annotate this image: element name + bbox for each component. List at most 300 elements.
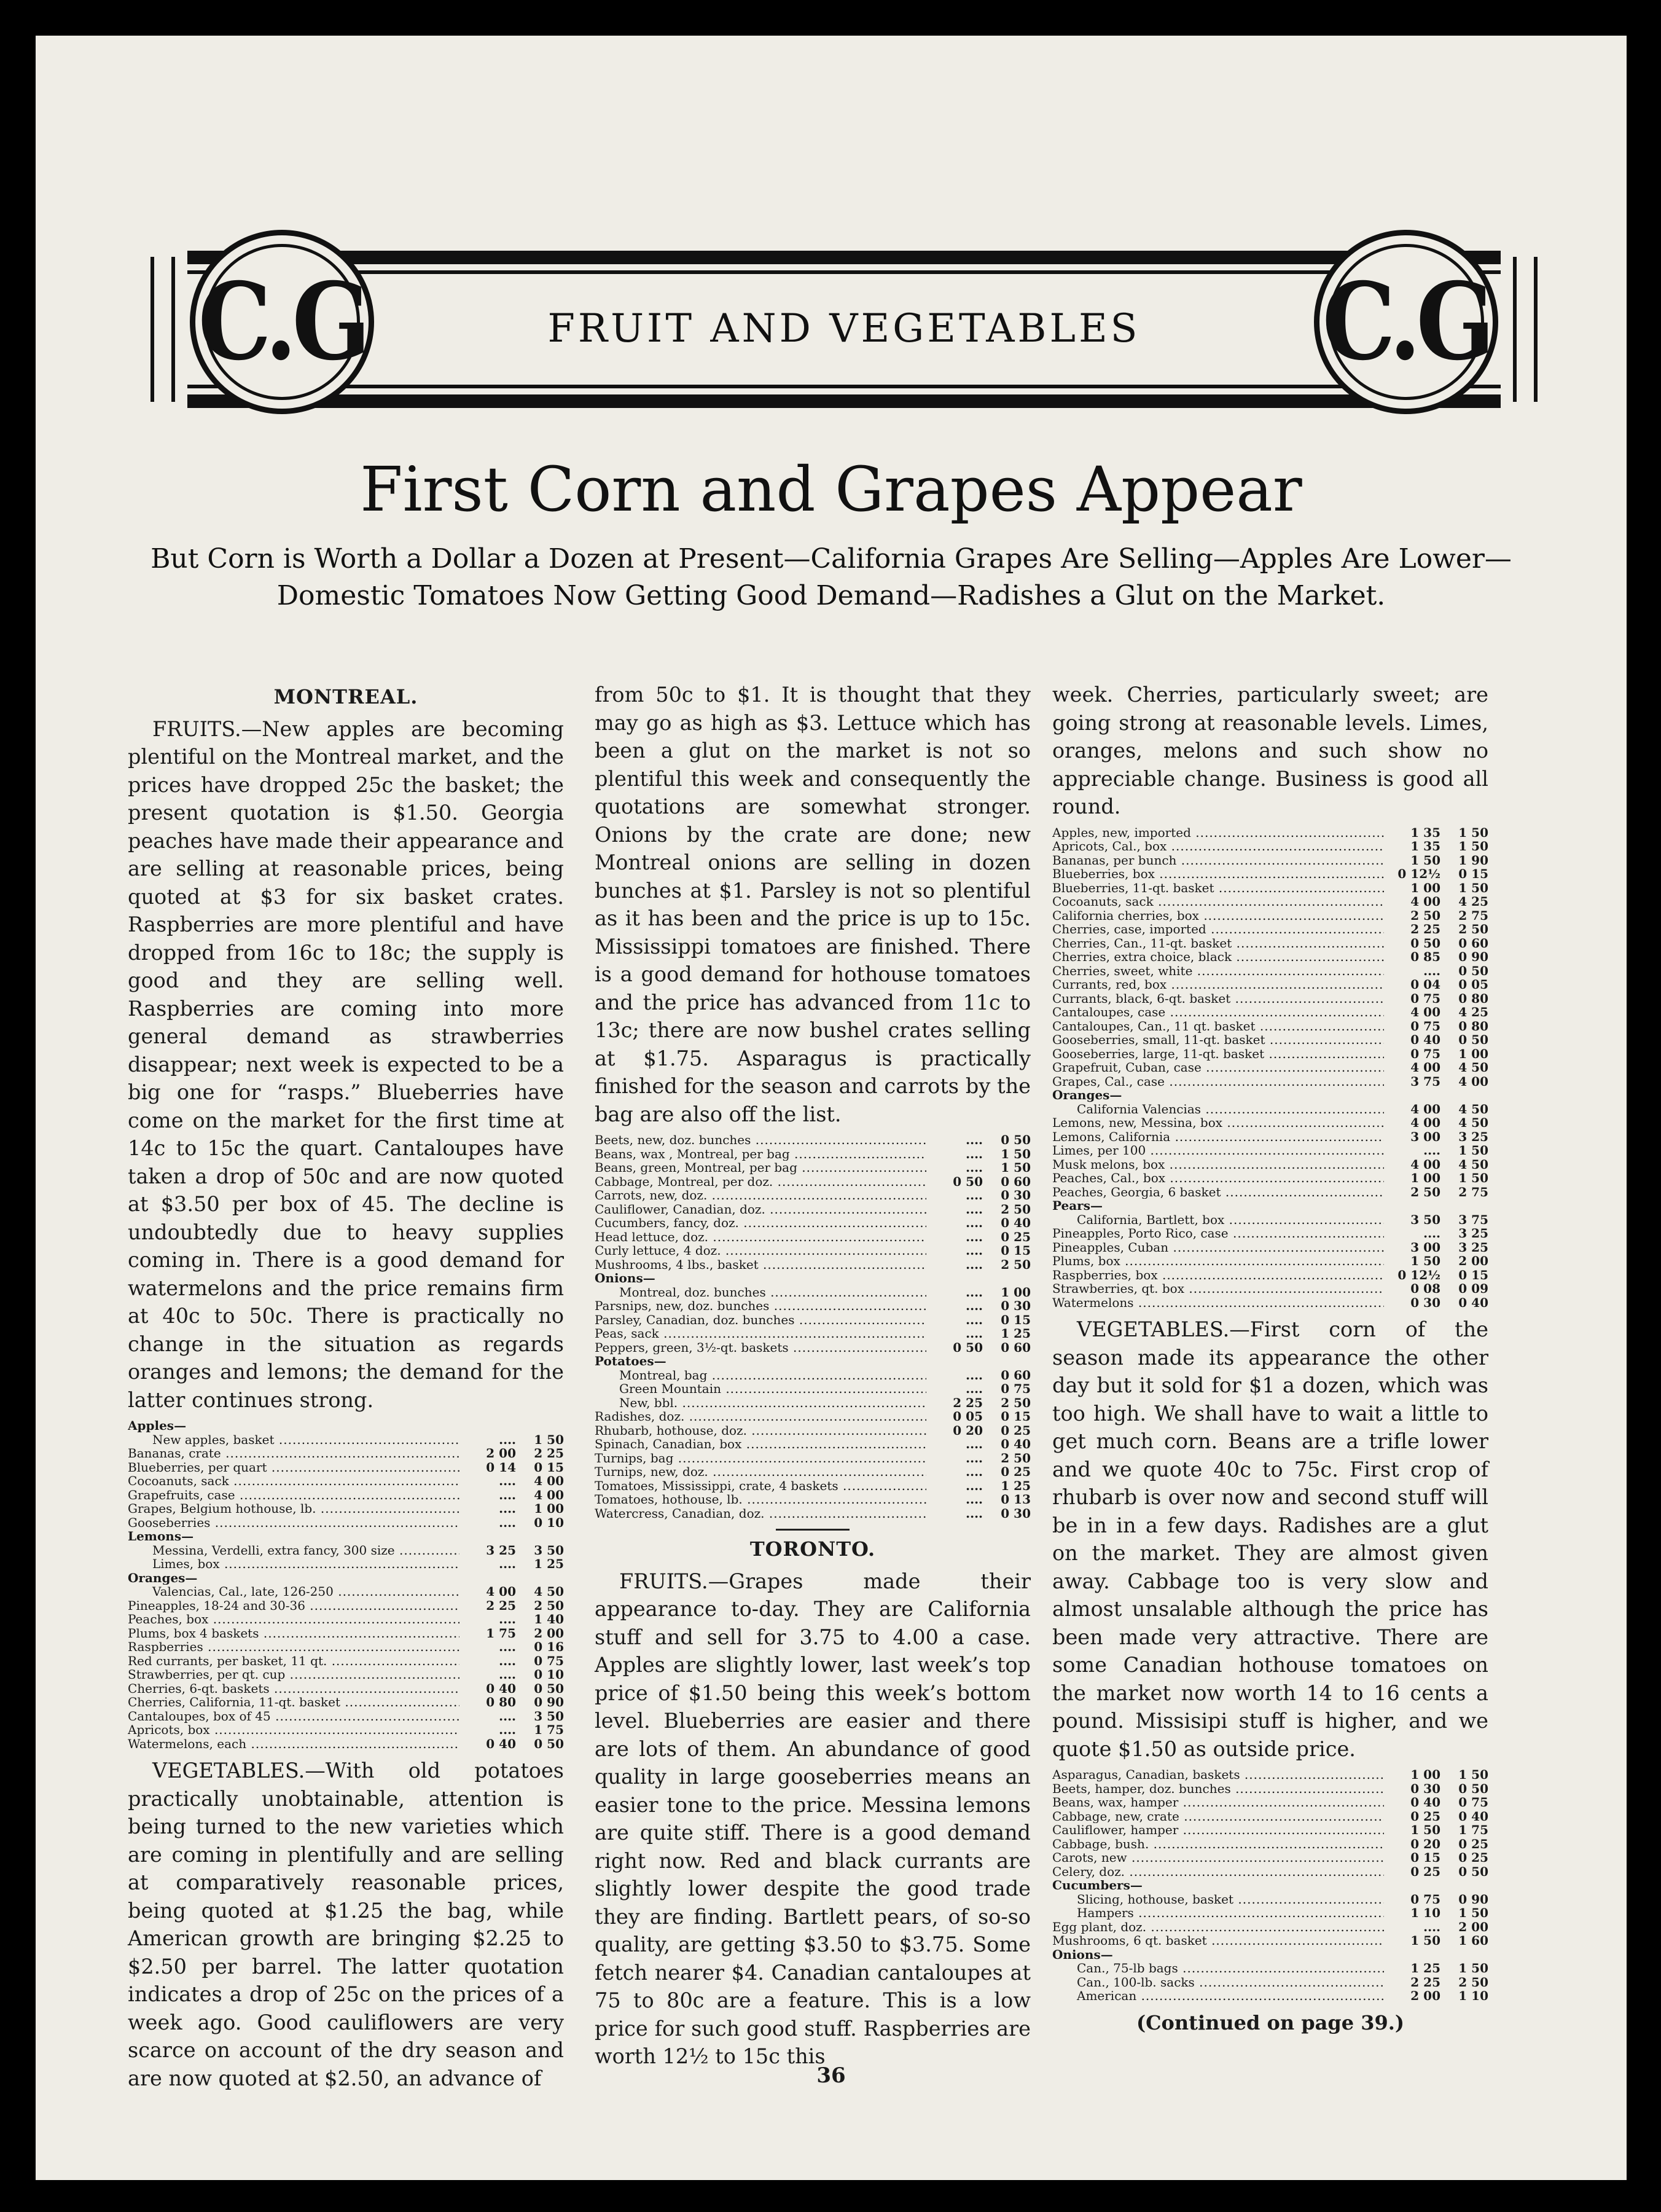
price-high: 0 25 xyxy=(1001,1464,1031,1479)
price-high xyxy=(516,1529,564,1543)
montreal-vegetable-price-table xyxy=(595,1133,1031,1520)
price-low xyxy=(926,1271,983,1285)
price-row xyxy=(1052,867,1488,881)
price-low: .... xyxy=(1423,1919,1440,1934)
price-high: 0 80 xyxy=(1458,1018,1488,1033)
price-item: New, bbl. ..... xyxy=(595,1396,926,1410)
price-item: Carots, new ..... xyxy=(1052,1851,1384,1865)
price-row xyxy=(595,1437,1031,1451)
price-row xyxy=(1052,1102,1488,1116)
price-row xyxy=(595,1341,1031,1355)
price-row xyxy=(595,1451,1031,1465)
toronto-vegetable-price-table xyxy=(1052,1768,1488,2003)
price-item: Celery, doz. ..... xyxy=(1052,1865,1384,1879)
price-item: Asparagus, Canadian, baskets ..... xyxy=(1052,1768,1384,1782)
price-low: 2 00 xyxy=(1410,1988,1440,2003)
price-low: .... xyxy=(499,1487,516,1502)
price-low: .... xyxy=(966,1188,983,1202)
price-low: .... xyxy=(1423,1143,1440,1158)
price-row xyxy=(1052,909,1488,923)
price-row xyxy=(595,1202,1031,1217)
price-item: Onions— xyxy=(595,1271,655,1285)
price-high: 0 50 xyxy=(1458,963,1488,978)
price-row xyxy=(128,1557,564,1571)
price-row xyxy=(1052,1878,1488,1892)
price-low: .... xyxy=(966,1132,983,1147)
price-high: 0 90 xyxy=(1458,1891,1488,1907)
price-low: 1 50 xyxy=(1410,1822,1440,1837)
price-low: .... xyxy=(966,1464,983,1479)
price-item: Cabbage, Montreal, per doz. ..... xyxy=(595,1175,926,1189)
price-item: Musk melons, box ..... xyxy=(1052,1158,1384,1172)
price-high: 0 15 xyxy=(1458,1267,1488,1282)
deck: But Corn is Worth a Dollar a Dozen at Present—California Grapes Are Selling—Apples Are Lower—Domestic Tomatoes Now Getting Good Demand—Radishes a Glut on the Market. xyxy=(150,543,1512,611)
price-item: Can., 100-lb. sacks ..... xyxy=(1052,1975,1384,1990)
price-item: Beans, wax, hamper ..... xyxy=(1052,1795,1384,1810)
price-high: 2 50 xyxy=(534,1598,564,1613)
price-high: 0 15 xyxy=(534,1459,564,1475)
price-high: 3 50 xyxy=(534,1542,564,1558)
price-high: 1 50 xyxy=(534,1432,564,1447)
price-high: 0 90 xyxy=(534,1695,564,1709)
price-high: 2 50 xyxy=(1001,1450,1031,1465)
price-item: Pineapples, 18-24 and 30-36 ..... xyxy=(128,1599,459,1613)
price-high: 1 40 xyxy=(534,1612,564,1626)
price-row xyxy=(128,1502,564,1516)
price-high: 4 50 xyxy=(1458,1060,1488,1075)
price-item: Plums, box 4 baskets ..... xyxy=(128,1626,459,1641)
toronto-fruits-continued: week. Cherries, particularly sweet; are going strong at reasonable levels. Limes, oranges, melons and such show no appreciable change. Business is good all round. xyxy=(1052,683,1488,818)
price-high: 0 50 xyxy=(1001,1132,1031,1147)
price-row xyxy=(1052,895,1488,909)
price-high: 2 50 xyxy=(1001,1201,1031,1217)
price-low: 0 40 xyxy=(1410,1795,1440,1810)
price-high: 2 50 xyxy=(1458,1974,1488,1990)
price-high xyxy=(1440,1199,1488,1213)
price-item: Beets, hamper, doz. bunches ..... xyxy=(1052,1782,1384,1796)
price-low: .... xyxy=(499,1612,516,1626)
price-row xyxy=(1052,1158,1488,1172)
price-row xyxy=(128,1612,564,1626)
price-high: 0 40 xyxy=(1458,1808,1488,1824)
price-item: Raspberries, box ..... xyxy=(1052,1268,1384,1282)
price-item: Grapefruits, case ..... xyxy=(128,1488,459,1502)
price-high xyxy=(516,1419,564,1433)
price-high: 1 50 xyxy=(1458,1143,1488,1158)
price-row xyxy=(128,1474,564,1488)
price-high: 3 50 xyxy=(534,1708,564,1724)
price-item: Onions— xyxy=(1052,1947,1113,1961)
price-row xyxy=(128,1599,564,1613)
price-item: Tomatoes, hothouse, lb. ..... xyxy=(595,1492,926,1507)
price-low: 2 00 xyxy=(486,1446,516,1461)
price-high: 0 30 xyxy=(1001,1505,1031,1521)
price-high: 4 50 xyxy=(534,1584,564,1599)
price-row xyxy=(1052,922,1488,936)
price-low: 0 25 xyxy=(1410,1864,1440,1879)
price-item: Gooseberries, large, 11-qt. basket ..... xyxy=(1052,1047,1384,1061)
price-item: Peppers, green, 3½-qt. baskets ..... xyxy=(595,1341,926,1355)
price-high: 1 50 xyxy=(1458,825,1488,840)
price-high: 0 15 xyxy=(1001,1409,1031,1424)
price-item: Watermelons, each ..... xyxy=(128,1737,459,1751)
price-low xyxy=(459,1571,516,1585)
price-low: .... xyxy=(966,1257,983,1272)
price-item: Turnips, new, doz. ..... xyxy=(595,1465,926,1479)
price-item: Cherries, sweet, white ..... xyxy=(1052,964,1384,978)
price-row xyxy=(1052,1241,1488,1255)
price-row xyxy=(1052,1088,1488,1102)
headline: First Corn and Grapes Appear xyxy=(360,453,1302,525)
price-row xyxy=(1052,1199,1488,1213)
price-low: 1 35 xyxy=(1410,825,1440,840)
price-low: .... xyxy=(966,1437,983,1451)
price-low: 0 15 xyxy=(1410,1850,1440,1865)
price-item: Lemons— xyxy=(128,1529,194,1543)
price-low: 2 50 xyxy=(1410,908,1440,923)
price-low: .... xyxy=(1423,963,1440,978)
price-high: 3 25 xyxy=(1458,1226,1488,1241)
price-low: 0 40 xyxy=(1410,1032,1440,1047)
price-item: Pears— xyxy=(1052,1199,1103,1213)
price-item: Cabbage, bush. ..... xyxy=(1052,1837,1384,1851)
price-high: 0 80 xyxy=(1458,990,1488,1006)
price-low: 0 25 xyxy=(1410,1808,1440,1824)
price-item: Red currants, per basket, 11 qt. ..... xyxy=(128,1654,459,1668)
price-row xyxy=(595,1327,1031,1341)
price-row xyxy=(1052,1948,1488,1962)
price-row xyxy=(595,1507,1031,1521)
price-item: Cherries, case, imported ..... xyxy=(1052,922,1384,936)
paragraph-lead: FRUITS. xyxy=(152,716,241,741)
price-high: 0 75 xyxy=(534,1653,564,1668)
price-high: 0 10 xyxy=(534,1515,564,1530)
paragraph-lead: VEGETABLES. xyxy=(1077,1317,1230,1341)
price-item: Oranges— xyxy=(1052,1088,1122,1102)
price-item: Peaches, Georgia, 6 basket ..... xyxy=(1052,1185,1384,1199)
price-low: 0 85 xyxy=(1410,949,1440,964)
column-1 xyxy=(128,681,564,2092)
price-item: Peaches, box ..... xyxy=(128,1612,459,1626)
price-low: 1 75 xyxy=(486,1625,516,1641)
price-row xyxy=(595,1299,1031,1313)
price-low: .... xyxy=(966,1160,983,1175)
price-row xyxy=(1052,1865,1488,1879)
price-high: 0 90 xyxy=(1458,949,1488,964)
price-low: .... xyxy=(966,1243,983,1258)
price-row xyxy=(1052,1851,1488,1865)
price-row xyxy=(1052,1975,1488,1990)
price-item: Gooseberries ..... xyxy=(128,1516,459,1530)
price-high: 0 25 xyxy=(1458,1850,1488,1865)
montreal-fruit-price-table xyxy=(128,1419,564,1751)
price-item: Apricots, box ..... xyxy=(128,1723,459,1737)
price-low: 3 50 xyxy=(1410,1212,1440,1227)
price-item: Messina, Verdelli, extra fancy, 300 size ..... xyxy=(128,1543,459,1558)
price-high: 0 60 xyxy=(1458,935,1488,951)
price-row xyxy=(595,1313,1031,1327)
price-high: 0 50 xyxy=(534,1681,564,1696)
price-high: 1 75 xyxy=(534,1722,564,1737)
toronto-vegetables-paragraph: VEGETABLES.—First corn of the season made its appearance the other day but it sold for $1 a dozen, which was too high. We shall have to wait a little to get much corn. Beans are a trifle lower and we quote 40c to 75c. First crop of rhubarb is over now and second stuff will be in in a few days. Radishes are a glut on the market. They are almost given away. Cabbage too is very slow and almost unsalable although the price has been made very attractive. There are some Canadian hothouse tomatoes on the market now worth 14 to 16 cents a pound. Missisipi stuff is higher, and we quote $1.50 as outside price. xyxy=(1052,1317,1488,1761)
price-row xyxy=(595,1410,1031,1424)
price-high: 0 50 xyxy=(534,1736,564,1751)
price-low: .... xyxy=(499,1653,516,1668)
price-low: .... xyxy=(499,1667,516,1682)
price-row xyxy=(1052,1837,1488,1851)
price-row xyxy=(595,1147,1031,1161)
price-row xyxy=(595,1479,1031,1493)
toronto-fruits-paragraph: FRUITS.—Grapes made their appearance to-day. They are California stuff and sell for 3.75 to 4.00 a case. Apples are slightly lower, last week’s top price of $1.50 being this week’s bottom level. Blueberries are easier and there are lots of them. An abundance of good quality in large gooseberries means an easier tone to the price. Messina lemons are quite stiff. There is a good demand right now. Red and black currants are slightly lower despite the good trade they are finding. Bartlett pears, of so-so quality, are getting $3.50 to $3.75. Some fetch nearer $4. Canadian cantaloupes at 75 to 80c are a feature. This is a low price for such good stuff. Raspberries are worth 12½ to 15c this xyxy=(595,1569,1031,2068)
price-low: 0 05 xyxy=(953,1409,983,1424)
price-high: 0 10 xyxy=(534,1667,564,1682)
price-low: 1 50 xyxy=(1410,1933,1440,1948)
page-number: 36 xyxy=(816,2063,846,2088)
price-low: 2 25 xyxy=(486,1598,516,1613)
price-row xyxy=(1052,1171,1488,1185)
price-row xyxy=(128,1516,564,1530)
banner-rule-bottom-thin xyxy=(187,385,1501,388)
price-low: 3 25 xyxy=(486,1542,516,1558)
price-item: Head lettuce, doz. ..... xyxy=(595,1230,926,1244)
price-row xyxy=(1052,1823,1488,1837)
price-item: Montreal, doz. bunches ..... xyxy=(595,1285,926,1300)
price-low: .... xyxy=(966,1450,983,1465)
price-high xyxy=(983,1271,1031,1285)
price-row xyxy=(595,1188,1031,1202)
price-high: 0 15 xyxy=(1001,1312,1031,1327)
price-low: 4 00 xyxy=(1410,1060,1440,1075)
price-row xyxy=(128,1654,564,1668)
price-low: 4 00 xyxy=(1410,1115,1440,1130)
price-high: 0 75 xyxy=(1458,1795,1488,1810)
price-high: 1 50 xyxy=(1458,1171,1488,1185)
price-high: 0 50 xyxy=(1458,1032,1488,1047)
price-row xyxy=(595,1285,1031,1300)
price-low: 3 00 xyxy=(1410,1239,1440,1255)
price-item: Watercress, Canadian, doz. ..... xyxy=(595,1507,926,1521)
price-item: Grapes, Cal., case ..... xyxy=(1052,1075,1384,1089)
price-row xyxy=(1052,839,1488,853)
price-high: 1 50 xyxy=(1458,1905,1488,1920)
paragraph-lead: VEGETABLES. xyxy=(152,1759,305,1783)
price-item: Cabbage, new, crate ..... xyxy=(1052,1810,1384,1824)
price-high: 1 50 xyxy=(1001,1146,1031,1161)
price-item: Valencias, Cal., late, 126-250 ..... xyxy=(128,1585,459,1599)
cg-logo-left: C.G xyxy=(190,230,374,414)
price-row xyxy=(595,1396,1031,1410)
price-low: 0 20 xyxy=(1410,1836,1440,1851)
price-high: 1 50 xyxy=(1458,839,1488,853)
price-item: Rhubarb, hothouse, doz. ..... xyxy=(595,1424,926,1438)
price-item: Beans, green, Montreal, per bag ..... xyxy=(595,1161,926,1175)
price-row xyxy=(1052,1061,1488,1075)
price-item: Can., 75-lb bags ..... xyxy=(1052,1961,1384,1975)
price-row xyxy=(1052,853,1488,868)
price-low: 1 00 xyxy=(1410,1767,1440,1782)
montreal-vegetables-continued: from 50c to $1. It is thought that they may go as high as $3. Lettuce which has been a glut on the market is not so plentiful this week and consequently the quotations are somewhat stronger. Onions by the crate are done; new Montreal onions are selling in dozen bunches at $1. Parsley is not so plentiful as it has been and the price is up to 15c. Mississippi tomatoes are finished. There is a good demand for hothouse tomatoes and the price has advanced from 11c to 13c; there are now bushel crates selling at $1.75. Asparagus is practically finished for the season and carrots by the bag are also off the list. xyxy=(595,683,1031,1126)
price-row xyxy=(128,1433,564,1447)
price-low: 1 10 xyxy=(1410,1905,1440,1920)
price-low: .... xyxy=(966,1381,983,1396)
price-item: Beets, new, doz. bunches ..... xyxy=(595,1133,926,1147)
price-item: Apricots, Cal., box ..... xyxy=(1052,839,1384,853)
price-high: 2 75 xyxy=(1458,908,1488,923)
price-item: Strawberries, per qt. cup ..... xyxy=(128,1668,459,1682)
price-item: Tomatoes, Mississippi, crate, 4 baskets ..... xyxy=(595,1479,926,1493)
price-low: 1 00 xyxy=(1410,880,1440,895)
price-row xyxy=(595,1465,1031,1479)
price-item: Spinach, Canadian, box ..... xyxy=(595,1437,926,1451)
price-high: 1 00 xyxy=(1001,1284,1031,1300)
price-low xyxy=(926,1354,983,1368)
price-high: 4 50 xyxy=(1458,1101,1488,1116)
price-low: 1 35 xyxy=(1410,839,1440,853)
price-row xyxy=(128,1488,564,1502)
price-low xyxy=(1384,1088,1440,1102)
price-high: 2 50 xyxy=(1001,1257,1031,1272)
price-high: 0 30 xyxy=(1001,1188,1031,1202)
price-high: 1 75 xyxy=(1458,1822,1488,1837)
price-low: .... xyxy=(966,1312,983,1327)
price-row xyxy=(595,1258,1031,1272)
price-low: .... xyxy=(499,1432,516,1447)
price-low: .... xyxy=(966,1284,983,1300)
price-low: 0 14 xyxy=(486,1459,516,1475)
price-row xyxy=(1052,950,1488,964)
price-row xyxy=(1052,1116,1488,1130)
price-item: Parsley, Canadian, doz. bunches ..... xyxy=(595,1313,926,1327)
price-low: .... xyxy=(499,1556,516,1571)
price-high: 2 00 xyxy=(534,1625,564,1641)
price-row xyxy=(1052,1075,1488,1089)
price-high: 1 50 xyxy=(1458,880,1488,895)
price-row xyxy=(1052,1226,1488,1241)
price-item: Cucumbers, fancy, doz. ..... xyxy=(595,1216,926,1230)
price-item: New apples, basket ..... xyxy=(128,1433,459,1447)
price-high: 1 25 xyxy=(1001,1478,1031,1493)
price-low: 0 08 xyxy=(1410,1281,1440,1296)
price-row xyxy=(1052,1130,1488,1144)
price-row xyxy=(595,1492,1031,1507)
price-item: California, Bartlett, box ..... xyxy=(1052,1213,1384,1227)
price-low: .... xyxy=(966,1326,983,1341)
price-high xyxy=(1440,1878,1488,1892)
price-row xyxy=(1052,1795,1488,1810)
price-low: .... xyxy=(966,1492,983,1507)
price-high: 4 50 xyxy=(1458,1115,1488,1130)
price-row xyxy=(595,1244,1031,1258)
price-low: .... xyxy=(966,1229,983,1244)
continued-note: (Continued on page 39.) xyxy=(1136,2010,1405,2034)
price-row xyxy=(1052,1782,1488,1796)
price-low: .... xyxy=(499,1722,516,1737)
price-row xyxy=(1052,1296,1488,1310)
price-high: 1 10 xyxy=(1458,1988,1488,2003)
price-row xyxy=(128,1446,564,1461)
banner-rule-top xyxy=(187,251,1501,264)
price-low xyxy=(459,1419,516,1433)
price-row xyxy=(1052,1892,1488,1907)
price-item: Pineapples, Porto Rico, case ..... xyxy=(1052,1226,1384,1241)
price-row xyxy=(128,1543,564,1558)
price-item: Cantaloupes, box of 45 ..... xyxy=(128,1709,459,1724)
price-low: 0 50 xyxy=(953,1174,983,1189)
price-low: 4 00 xyxy=(1410,894,1440,909)
banner-rule-top-thin xyxy=(187,270,1501,274)
price-item: Cantaloupes, Can., 11 qt. basket ..... xyxy=(1052,1019,1384,1033)
price-low: 0 50 xyxy=(1410,935,1440,951)
price-high: 0 75 xyxy=(1001,1381,1031,1396)
paragraph-lead: FRUITS. xyxy=(619,1569,708,1593)
price-high: 1 50 xyxy=(1458,1767,1488,1782)
price-high xyxy=(1440,1088,1488,1102)
cg-logo-right: C.G xyxy=(1314,230,1498,414)
price-high: 3 75 xyxy=(1458,1212,1488,1227)
price-item: Currants, black, 6-qt. basket ..... xyxy=(1052,992,1384,1006)
price-high: 0 50 xyxy=(1458,1781,1488,1796)
price-high: 2 00 xyxy=(1458,1253,1488,1268)
price-item: Bananas, crate ..... xyxy=(128,1446,459,1461)
price-low: 0 80 xyxy=(486,1695,516,1709)
price-low: .... xyxy=(966,1367,983,1382)
price-row xyxy=(128,1529,564,1543)
price-low: 4 00 xyxy=(1410,1101,1440,1116)
price-high: 0 60 xyxy=(1001,1174,1031,1189)
price-item: Plums, box ..... xyxy=(1052,1254,1384,1268)
price-high: 0 25 xyxy=(1001,1422,1031,1438)
price-low: 0 12½ xyxy=(1397,1267,1440,1282)
price-row xyxy=(595,1271,1031,1285)
price-low xyxy=(1384,1878,1440,1892)
price-item: Blueberries, box ..... xyxy=(1052,867,1384,881)
price-high: 4 25 xyxy=(1458,894,1488,909)
price-item: Egg plant, doz. ..... xyxy=(1052,1920,1384,1934)
price-low: 4 00 xyxy=(486,1584,516,1599)
price-high: 0 40 xyxy=(1001,1215,1031,1230)
price-high: 1 90 xyxy=(1458,852,1488,868)
price-high: 2 50 xyxy=(1458,922,1488,936)
price-row xyxy=(128,1695,564,1709)
price-high: 4 25 xyxy=(1458,1005,1488,1019)
price-item: Apples, new, imported ..... xyxy=(1052,826,1384,840)
price-item: Gooseberries, small, 11-qt. basket ..... xyxy=(1052,1033,1384,1047)
section-banner xyxy=(147,214,1541,445)
price-row xyxy=(128,1723,564,1737)
price-low: 0 40 xyxy=(486,1736,516,1751)
price-row xyxy=(1052,1282,1488,1296)
price-item: Potatoes— xyxy=(595,1354,666,1368)
price-low: 0 30 xyxy=(1410,1295,1440,1310)
price-low: 3 00 xyxy=(1410,1129,1440,1144)
price-high: 3 25 xyxy=(1458,1129,1488,1144)
price-item: Grapes, Belgium hothouse, lb. ..... xyxy=(128,1502,459,1516)
price-high: 4 00 xyxy=(534,1487,564,1502)
price-row xyxy=(128,1737,564,1751)
montreal-fruits-paragraph: FRUITS.—New apples are becoming plentiful on the Montreal market, and the prices have dropped 25c the basket; the present quotation is $1.50. Georgia peaches have made their appearance and are selling at reasonable prices, being quoted at $3 for six basket crates. Raspberries are more plentiful and have dropped from 16c to 18c; the supply is good and they are selling well. Raspberries are coming into more general demand as strawberries disappear; next week is expected to be a big one for “rasps.” Blueberries have come on the market for the first time at 14c to 15c the quart. Cantaloupes have taken a drop of 50c and are now quoted at $3.50 per box of 45. The decline is undoubtedly due to heavy supplies coming in. There is a good demand for watermelons and the price remains firm at 40c to 50c. There is practically no change in the situation as regards oranges and lemons; the demand for the latter continues strong. xyxy=(128,716,564,1412)
price-low: 0 20 xyxy=(953,1422,983,1438)
price-item: Cantaloupes, case ..... xyxy=(1052,1005,1384,1019)
price-item: Cherries, extra choice, black ..... xyxy=(1052,950,1384,964)
banner-rule-bottom xyxy=(187,394,1501,408)
price-row xyxy=(595,1133,1031,1147)
price-item: Cocoanuts, sack ..... xyxy=(1052,895,1384,909)
price-row xyxy=(1052,964,1488,978)
price-high: 0 25 xyxy=(1458,1836,1488,1851)
price-high: 0 15 xyxy=(1001,1243,1031,1258)
price-item: California Valencias ..... xyxy=(1052,1102,1384,1116)
price-item: Slicing, hothouse, basket ..... xyxy=(1052,1892,1384,1907)
